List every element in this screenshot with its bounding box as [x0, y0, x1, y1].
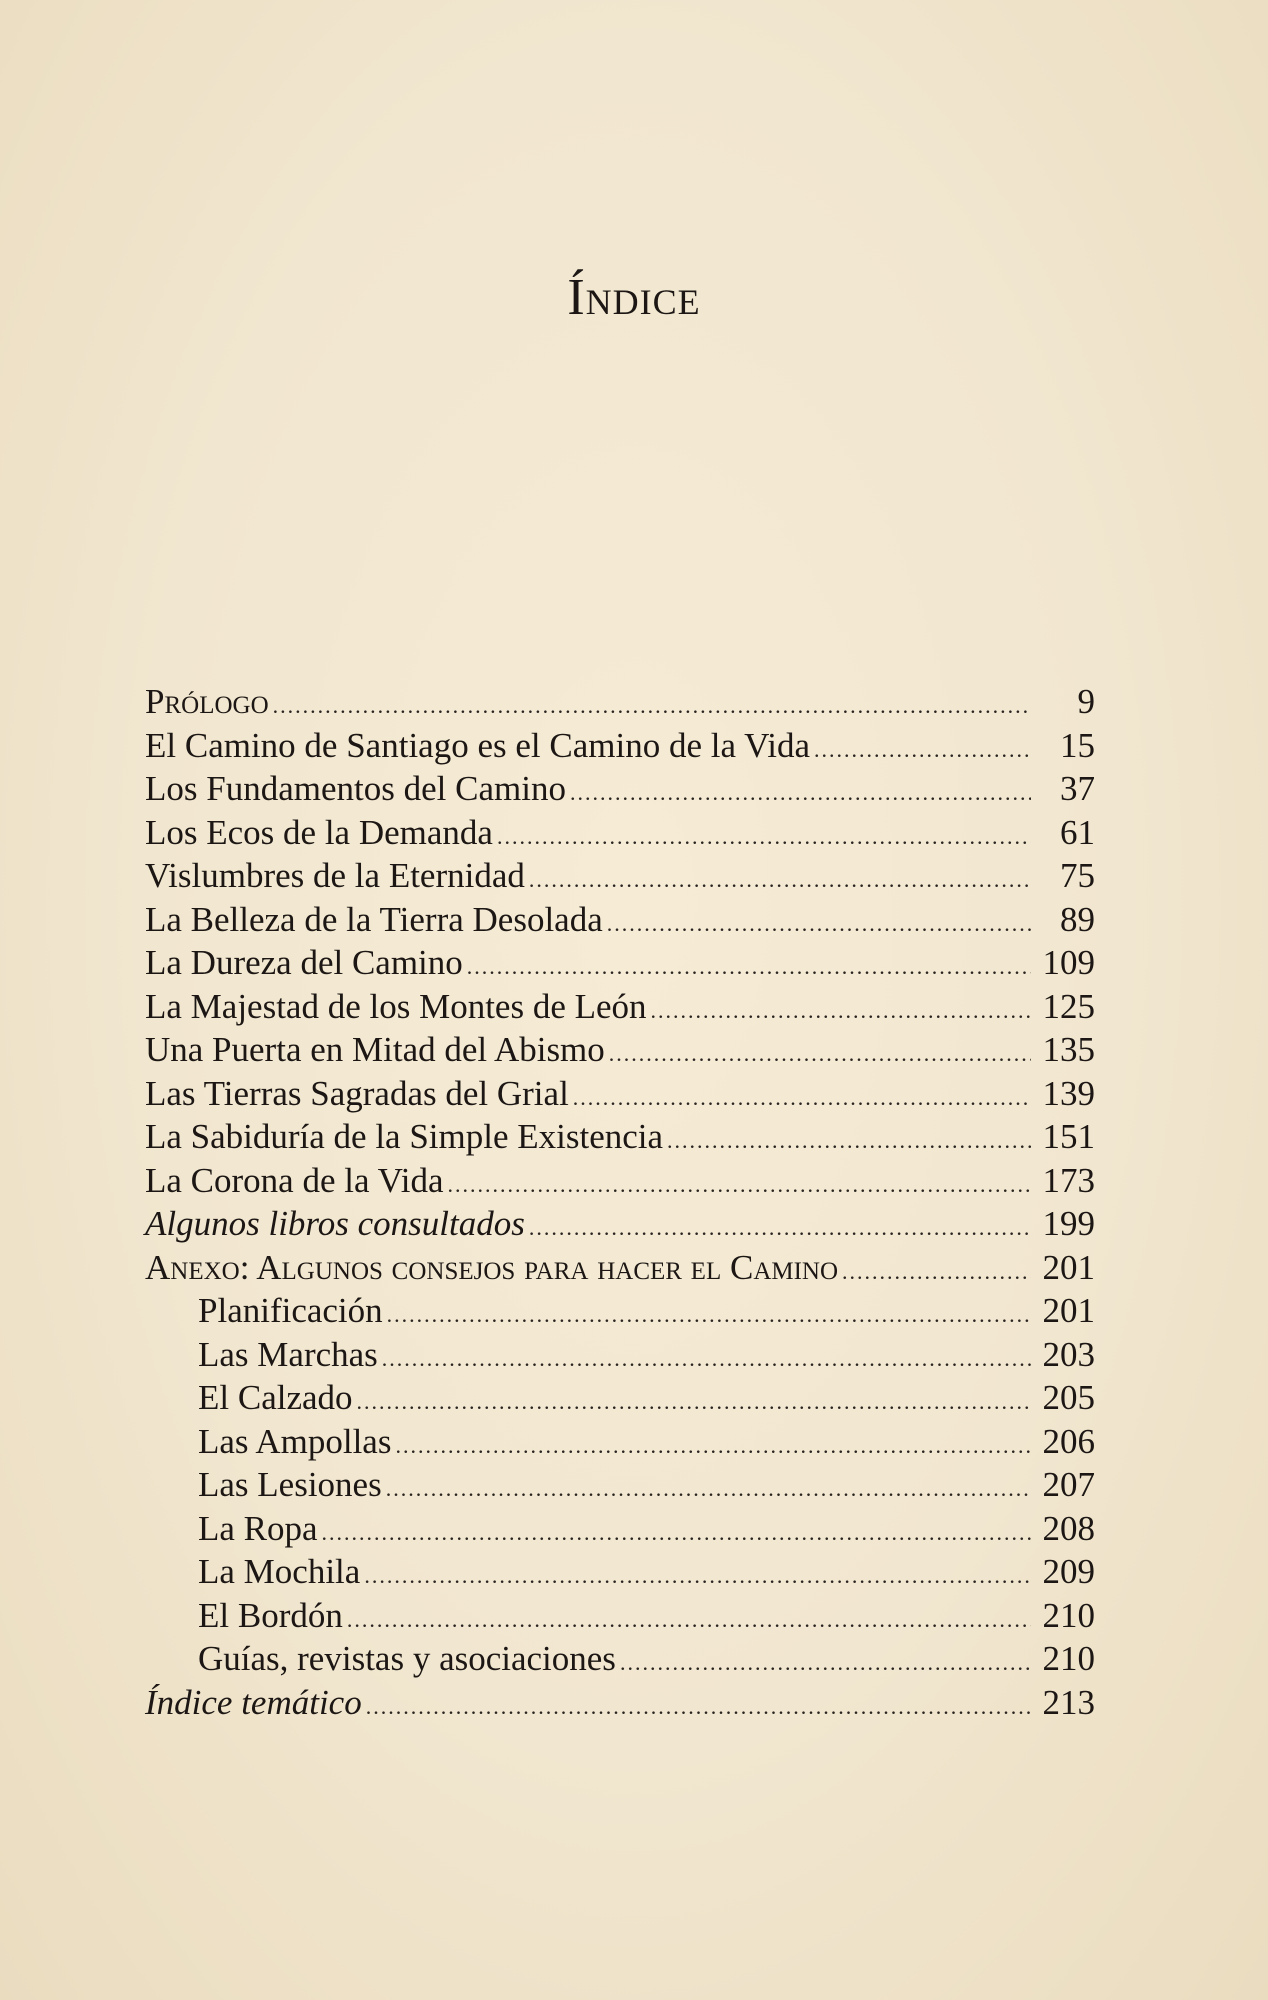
dot-leader	[529, 858, 1031, 902]
dot-leader	[467, 945, 1031, 989]
toc-entry-page: 209	[1042, 1552, 1095, 1591]
toc-entry	[145, 985, 1095, 1029]
toc-entry-label: Los Ecos de la Demanda	[145, 812, 493, 852]
dot-leader	[273, 684, 1031, 728]
toc-entry-page: 199	[1042, 1204, 1095, 1243]
toc-entry	[145, 767, 1095, 811]
toc-entry-label: La Sabiduría de la Simple Existencia	[145, 1117, 664, 1156]
toc-entry-label: Las Ampollas	[198, 1421, 392, 1461]
toc-entry-page: 210	[1042, 1595, 1095, 1635]
toc-entry	[145, 680, 1095, 724]
toc-entry	[145, 1159, 1095, 1203]
toc-entry-page: 61	[1060, 812, 1095, 852]
toc-entry	[145, 1420, 1095, 1464]
toc-entry-page: 213	[1042, 1682, 1095, 1722]
dot-leader	[620, 1641, 1031, 1685]
toc-entry-label: Anexo: Algunos consejos para hacer el Camino	[145, 1247, 839, 1287]
toc-entry	[145, 1681, 1095, 1725]
toc-entry-label: Planificación	[198, 1291, 383, 1330]
toc-entry	[145, 1550, 1095, 1594]
toc-entry	[145, 898, 1095, 942]
toc-entry	[145, 1072, 1095, 1116]
dot-leader	[386, 1467, 1031, 1511]
toc-entry	[145, 1594, 1095, 1638]
toc-entry	[145, 1376, 1095, 1420]
dot-leader	[497, 815, 1031, 859]
toc-entry-page: 208	[1042, 1508, 1095, 1548]
toc-entry-label: La Corona de la Vida	[145, 1160, 444, 1200]
dot-leader	[570, 771, 1031, 815]
toc-entry-page: 201	[1042, 1247, 1095, 1287]
toc-entry-page: 207	[1042, 1465, 1095, 1504]
page-title: Índice	[567, 269, 701, 326]
toc-entry-label: La Belleza de la Tierra Desolada	[145, 899, 603, 939]
dot-leader	[609, 1032, 1031, 1076]
dot-leader	[814, 728, 1031, 772]
toc-entry-label: Prólogo	[145, 682, 269, 721]
dot-leader	[651, 989, 1031, 1033]
toc-entry	[145, 1507, 1095, 1551]
dot-leader	[347, 1598, 1031, 1642]
dot-leader	[357, 1380, 1031, 1424]
toc-entry-page: 210	[1042, 1639, 1095, 1678]
dot-leader	[395, 1424, 1031, 1468]
toc-entry-label: Vislumbres de la Eternidad	[145, 856, 525, 895]
toc-entry-page: 109	[1042, 943, 1095, 982]
toc-entry-label: El Bordón	[198, 1595, 343, 1635]
dot-leader	[366, 1685, 1031, 1729]
toc-entry-label: Las Marchas	[198, 1334, 378, 1374]
toc-entry	[145, 1115, 1095, 1159]
dot-leader	[364, 1554, 1031, 1598]
toc-entry	[145, 1289, 1095, 1333]
toc-entry-label: Guías, revistas y asociaciones	[198, 1639, 616, 1678]
table-of-contents	[145, 680, 1095, 1724]
toc-entry-label: Una Puerta en Mitad del Abismo	[145, 1030, 605, 1069]
toc-entry-page: 125	[1042, 986, 1095, 1026]
toc-entry-label: El Calzado	[198, 1378, 353, 1417]
toc-entry-page: 75	[1060, 856, 1095, 895]
toc-entry-page: 135	[1042, 1030, 1095, 1069]
toc-entry-label: Algunos libros consultados	[145, 1204, 525, 1243]
toc-entry-label: Índice temático	[145, 1682, 362, 1722]
toc-entry-page: 206	[1042, 1421, 1095, 1461]
toc-entry-label: Las Tierras Sagradas del Grial	[145, 1073, 569, 1113]
toc-entry-page: 9	[1077, 682, 1095, 721]
toc-entry	[145, 811, 1095, 855]
dot-leader	[607, 902, 1031, 946]
dot-leader	[448, 1163, 1031, 1207]
toc-entry-label: El Camino de Santiago es el Camino de la Vida	[145, 725, 811, 765]
toc-entry-label: Los Fundamentos del Camino	[145, 769, 566, 808]
dot-leader	[667, 1119, 1031, 1163]
toc-entry-label: Las Lesiones	[198, 1465, 382, 1504]
toc-entry-page: 173	[1042, 1160, 1095, 1200]
toc-entry	[145, 724, 1095, 768]
toc-entry-page: 37	[1060, 769, 1095, 808]
toc-entry-label: La Majestad de los Montes de León	[145, 986, 647, 1026]
dot-leader	[382, 1337, 1031, 1381]
toc-entry	[145, 1333, 1095, 1377]
toc-entry-page: 151	[1042, 1117, 1095, 1156]
toc-entry-label: La Mochila	[198, 1552, 361, 1591]
dot-leader	[387, 1293, 1031, 1337]
toc-entry	[145, 1246, 1095, 1290]
dot-leader	[573, 1076, 1031, 1120]
toc-entry	[145, 1028, 1095, 1072]
toc-entry	[145, 1463, 1095, 1507]
toc-entry-page: 205	[1042, 1378, 1095, 1417]
toc-entry	[145, 854, 1095, 898]
toc-entry-label: La Dureza del Camino	[145, 943, 463, 982]
toc-entry-page: 139	[1042, 1073, 1095, 1113]
toc-entry-page: 201	[1042, 1291, 1095, 1330]
toc-entry-page: 89	[1060, 899, 1095, 939]
toc-entry-page: 15	[1060, 725, 1095, 765]
dot-leader	[842, 1250, 1031, 1294]
dot-leader	[322, 1511, 1031, 1555]
toc-entry	[145, 1637, 1095, 1681]
toc-entry-label: La Ropa	[198, 1508, 318, 1548]
dot-leader	[529, 1206, 1031, 1250]
toc-entry	[145, 1202, 1095, 1246]
toc-entry	[145, 941, 1095, 985]
toc-entry-page: 203	[1042, 1334, 1095, 1374]
